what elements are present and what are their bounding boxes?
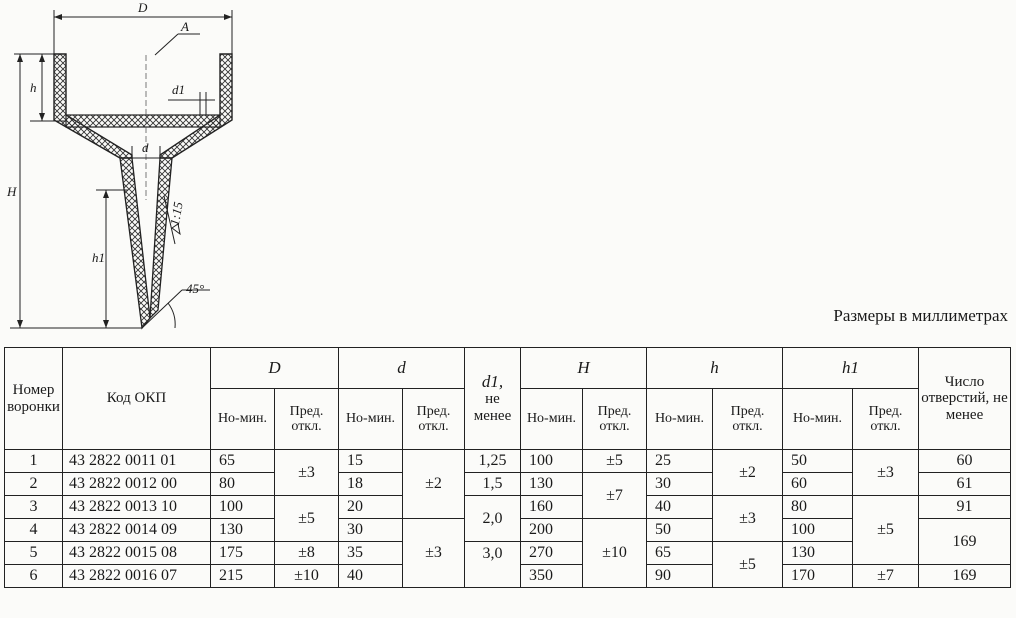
cell-d: 20 [339, 496, 403, 519]
cell-holes: 61 [919, 473, 1011, 496]
cell-d1: 3,0 [465, 542, 521, 588]
cell-code: 43 2822 0013 10 [63, 496, 211, 519]
cell-h1-tol: ±3 [853, 450, 919, 496]
cell-h-tol: ±5 [713, 542, 783, 588]
cell-d1: 2,0 [465, 496, 521, 542]
cell-H-tol: ±10 [583, 519, 647, 588]
cell-h: 50 [647, 519, 713, 542]
cell-d: 18 [339, 473, 403, 496]
subheader-nomin: Но-мин. [521, 389, 583, 450]
cell-code: 43 2822 0014 09 [63, 519, 211, 542]
cell-number: 3 [5, 496, 63, 519]
cell-D-tol: ±5 [275, 496, 339, 542]
cell-code: 43 2822 0012 00 [63, 473, 211, 496]
cell-H: 200 [521, 519, 583, 542]
label-A: A [181, 19, 189, 34]
cell-d1: 1,5 [465, 473, 521, 496]
cell-h: 65 [647, 542, 713, 565]
header-H: H [521, 348, 647, 389]
subheader-tol: Пред. откл. [583, 389, 647, 450]
subheader-nomin: Но-мин. [339, 389, 403, 450]
subheader-nomin: Но-мин. [783, 389, 853, 450]
header-d: d [339, 348, 465, 389]
cell-D: 100 [211, 496, 275, 519]
table-row [5, 450, 1011, 473]
subheader-tol: Пред. откл. [713, 389, 783, 450]
funnel-drawing [0, 0, 420, 340]
table-row [5, 496, 1011, 519]
cell-H-tol: ±5 [583, 450, 647, 473]
cell-d: 15 [339, 450, 403, 473]
cell-D: 80 [211, 473, 275, 496]
header-h: h [647, 348, 783, 389]
subheader-tol: Пред. откл. [853, 389, 919, 450]
label-D: D [138, 0, 148, 15]
cell-d: 40 [339, 565, 403, 588]
label-H: H [7, 184, 17, 199]
label-angle: 45° [186, 281, 205, 296]
label-d1: d1 [172, 82, 185, 97]
cell-number: 6 [5, 565, 63, 588]
subheader-tol: Пред. откл. [275, 389, 339, 450]
cell-h1-tol: ±7 [853, 565, 919, 588]
cell-D-tol: ±8 [275, 542, 339, 565]
header-code: Код ОКП [63, 348, 211, 450]
cell-holes: 169 [919, 565, 1011, 588]
cell-h1: 50 [783, 450, 853, 473]
cell-number: 1 [5, 450, 63, 473]
cell-code: 43 2822 0015 08 [63, 542, 211, 565]
dimension-d1 [168, 82, 215, 115]
cell-h: 90 [647, 565, 713, 588]
header-D: D [211, 348, 339, 389]
cell-h1-tol: ±5 [853, 496, 919, 565]
subheader-tol: Пред. откл. [403, 389, 465, 450]
cell-h-tol: ±2 [713, 450, 783, 496]
cell-h-tol: ±3 [713, 496, 783, 542]
dimension-d [126, 140, 165, 160]
cell-d-tol: ±2 [403, 450, 465, 519]
dimension-D [54, 0, 232, 55]
cell-d: 35 [339, 542, 403, 565]
label-taper: 1:15 [166, 200, 186, 227]
cell-h: 40 [647, 496, 713, 519]
cell-h: 25 [647, 450, 713, 473]
header-number: Номер воронки [5, 348, 63, 450]
cell-D-tol: ±3 [275, 450, 339, 496]
header-d1 [465, 348, 521, 450]
cell-d-tol: ±3 [403, 519, 465, 588]
funnel-body [54, 54, 232, 328]
label-d: d [142, 140, 149, 155]
cell-h1: 130 [783, 542, 853, 565]
cell-H: 350 [521, 565, 583, 588]
cell-holes: 169 [919, 519, 1011, 565]
cell-H-tol: ±7 [583, 473, 647, 519]
label-h1: h1 [92, 250, 105, 265]
cell-D: 175 [211, 542, 275, 565]
dimension-h1 [92, 190, 128, 328]
cell-h1: 60 [783, 473, 853, 496]
header-h1: h1 [783, 348, 919, 389]
leader-A [155, 19, 200, 55]
cell-holes: 60 [919, 450, 1011, 473]
cell-code: 43 2822 0011 01 [63, 450, 211, 473]
cell-D-tol: ±10 [275, 565, 339, 588]
cell-h: 30 [647, 473, 713, 496]
header-holes: Число отверстий, не менее [919, 348, 1011, 450]
cell-H: 100 [521, 450, 583, 473]
cell-code: 43 2822 0016 07 [63, 565, 211, 588]
dimension-H [6, 54, 142, 328]
cell-number: 4 [5, 519, 63, 542]
cell-h1: 170 [783, 565, 853, 588]
cell-number: 5 [5, 542, 63, 565]
dimensions-table [4, 347, 1011, 588]
subheader-nomin: Но-мин. [211, 389, 275, 450]
label-h: h [30, 80, 37, 95]
cell-H: 130 [521, 473, 583, 496]
header-d1-sub: не менее [473, 391, 512, 424]
header-d1-symbol: d1, [481, 371, 504, 391]
cell-D: 215 [211, 565, 275, 588]
cell-H: 160 [521, 496, 583, 519]
cell-d1: 1,25 [465, 450, 521, 473]
subheader-nomin: Но-мин. [647, 389, 713, 450]
cell-h1: 80 [783, 496, 853, 519]
cell-h1: 100 [783, 519, 853, 542]
cell-H: 270 [521, 542, 583, 565]
cell-holes: 91 [919, 496, 1011, 519]
cell-D: 65 [211, 450, 275, 473]
cell-number: 2 [5, 473, 63, 496]
cell-D: 130 [211, 519, 275, 542]
cell-d: 30 [339, 519, 403, 542]
units-caption: Размеры в миллиметрах [833, 306, 1008, 325]
